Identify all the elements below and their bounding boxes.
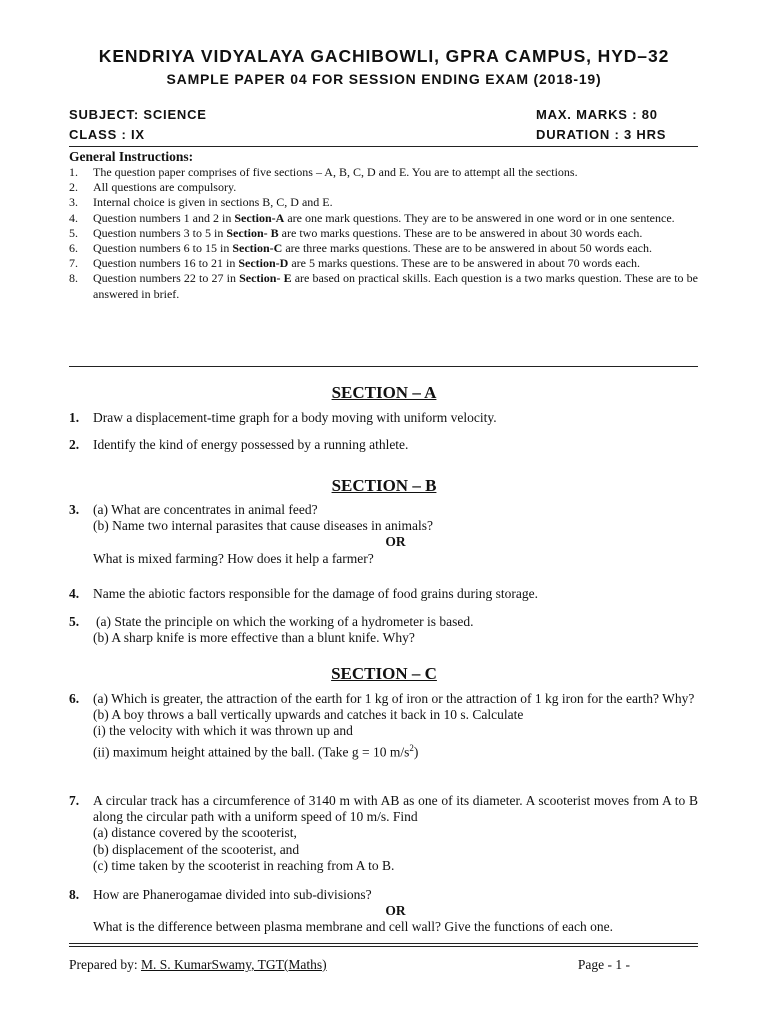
instruction-item: 7. Question numbers 16 to 21 in Section-D are 5 marks questions. These are to be answered in about 70 words each. — [69, 256, 640, 271]
footer-divider-top — [69, 943, 698, 944]
section-c-title: SECTION – C — [331, 664, 437, 683]
duration-label: DURATION : 3 HRS — [536, 127, 667, 142]
question-8: 8. How are Phanerogamae divided into sub-divisions? OR What is the difference between plasma membrane and cell wall? Give the functions of each one. — [69, 887, 698, 936]
question-3: 3. (a) What are concentrates in animal feed? (b) Name two internal parasites that cause diseases in animals? OR What is mixed farming? How does it help a farmer? — [69, 502, 698, 567]
instruction-item: 3. Internal choice is given in sections B, C, D and E. — [69, 195, 333, 210]
instruction-item: 1. The question paper comprises of five sections – A, B, C, D and E. You are to attempt all the sections. — [69, 165, 578, 179]
school-name: KENDRIYA VIDYALAYA GACHIBOWLI, GPRA CAMPUS, HYD–32 — [98, 46, 670, 66]
paper-title: SAMPLE PAPER 04 FOR SESSION ENDING EXAM (2018-19) — [166, 71, 602, 87]
page-footer — [69, 957, 698, 973]
footer-divider-bottom — [69, 946, 698, 947]
max-marks-label: MAX. MARKS : 80 — [536, 107, 658, 122]
section-a-title: SECTION – A — [331, 383, 437, 402]
section-b-title: SECTION – B — [331, 476, 437, 495]
instruction-item: 2. All questions are compulsory. — [69, 180, 237, 195]
class-label: CLASS : IX — [69, 127, 145, 142]
page-number: Page - 1 - — [577, 957, 630, 972]
instruction-item: 4. Question numbers 1 and 2 in Section-A are one mark questions. They are to be answered in one word or in one sentence. — [69, 210, 675, 225]
subject-label: SUBJECT: SCIENCE — [69, 107, 207, 122]
author-name: M. S. KumarSwamy, TGT(Maths) — [140, 957, 327, 972]
instruction-item: 8. Question numbers 22 to 27 in Section- E are based on practical skills. Each question is a two marks question. These are to be answered in brief. — [69, 271, 698, 301]
header-divider — [69, 146, 698, 147]
question-6: 6. (a) Which is greater, the attraction of the earth for 1 kg of iron or the attraction of 1 kg iron for the earth? Why? (b) A boy throws a ball vertically upwards and catches it back in 10 s. Calculate (i) the velocity with which it was thrown up and (ii) maximum height attained by the ball. (Take g = 10 $m/s^2$) — [69, 691, 695, 760]
question-4: 4. Name the abiotic factors responsible for the damage of food grains during storage. — [69, 586, 538, 601]
instruction-item: 6. Question numbers 6 to 15 in Section-C are three marks questions. These are to be answered in about 50 words each. — [69, 241, 652, 256]
instructions-divider — [69, 366, 698, 367]
question-1: 1. Draw a displacement-time graph for a body moving with uniform velocity. — [69, 410, 497, 425]
instruction-item: 5. Question numbers 3 to 5 in Section- B are two marks questions. These are to be answered in about 30 words each. — [69, 225, 643, 240]
or-label: OR — [385, 534, 406, 550]
instructions-title: General Instructions: — [69, 149, 194, 164]
prepared-by-label: Prepared by: — [69, 957, 141, 972]
question-5: 5. (a) State the principle on which the working of a hydrometer is based. (b) A sharp knife is more effective than a blunt knife. Why? — [69, 614, 474, 646]
instructions-list — [69, 165, 698, 302]
question-2: 2. Identify the kind of energy possessed by a running athlete. — [69, 437, 409, 452]
question-7: 7. A circular track has a circumference of 3140 m with AB as one of its diameter. A scooterist moves from A to B along the circular path with a uniform speed of 10 m/s. Find (a) distance covered by the scooterist, (b) displacement of the scooterist, and (c) time taken by the scooterist in reaching from A to B. — [69, 793, 698, 873]
or-label: OR — [385, 903, 406, 919]
